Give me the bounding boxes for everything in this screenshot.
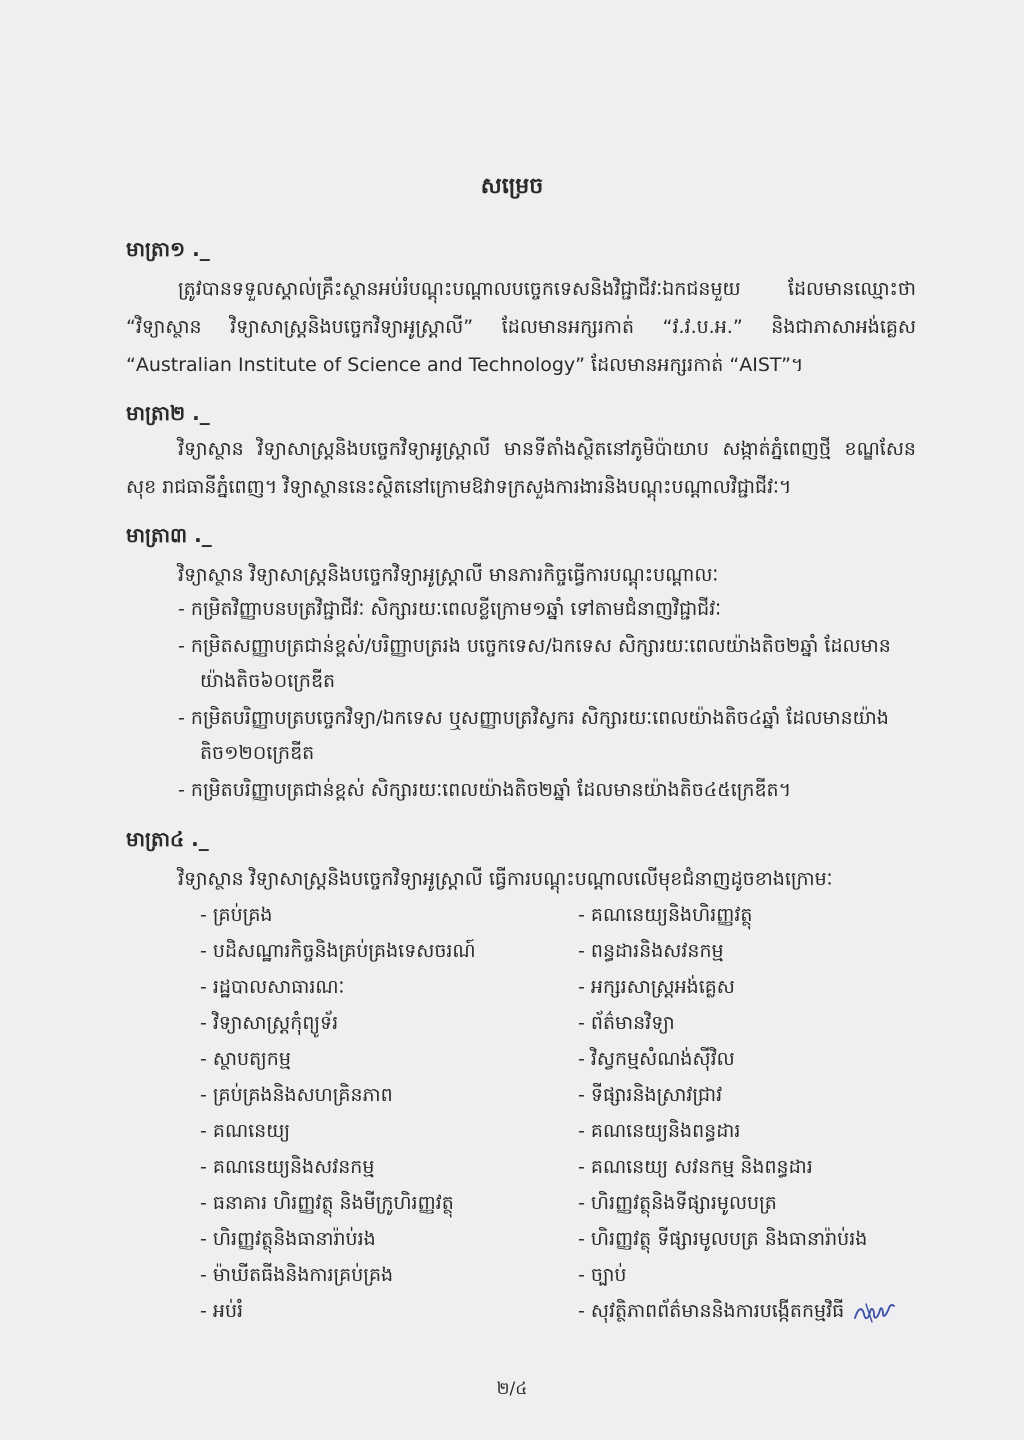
list-item: - បដិសណ្ឋារកិច្ចនិងគ្រប់គ្រងទេសចរណ៍ <box>200 940 476 962</box>
article-1-label: មាត្រា១ ._ <box>126 237 210 261</box>
list-item: - ទីផ្សារនិងស្រាវជ្រាវ <box>578 1084 723 1106</box>
decision-heading: សម្រេច <box>480 174 544 199</box>
list-item: - ច្បាប់ <box>578 1264 627 1286</box>
article-3-list <box>178 592 918 810</box>
list-item: - ហិរញ្ញវត្ថុនិងធានារ៉ាប់រង <box>200 1228 376 1250</box>
list-item: - អប់រំ <box>200 1300 244 1322</box>
article-2-label: មាត្រា២ ._ <box>126 401 210 425</box>
list-item: - អក្សរសាស្ត្រអង់គ្លេស <box>578 976 735 998</box>
article-2-paragraph <box>126 430 916 506</box>
list-item: - គ្រប់គ្រង <box>200 904 273 926</box>
list-item: - គ្រប់គ្រងនិងសហគ្រិនភាព <box>200 1084 393 1106</box>
list-item: - ហិរញ្ញវត្ថុនិងទីផ្សារមូលបត្រ <box>578 1192 777 1214</box>
list-item: - ហិរញ្ញវត្ថុ ទីផ្សារមូលបត្រ និងធានារ៉ាប់រង <box>578 1228 868 1250</box>
skills-list-left <box>200 897 570 1329</box>
list-item: - កម្រិតសញ្ញាបត្រជាន់ខ្ពស់/បរិញ្ញាបត្ររង បច្ចេកទេស/ឯកទេស សិក្សារយៈពេលយ៉ាងតិច២ឆ្នាំ ដែលមានយ៉ាងតិច៦០ក្រេឌីត <box>178 635 891 692</box>
article-1-paragraph <box>126 270 916 384</box>
list-item: - គណនេយ្យនិងហិរញ្ញវត្ថុ <box>578 904 753 926</box>
list-item: - ម៉ាឃីតធីងនិងការគ្រប់គ្រង <box>200 1264 394 1286</box>
article-2-text: វិទ្យាស្ថាន វិទ្យាសាស្ត្រនិងបច្ចេកវិទ្យាអូស្ត្រាលី មានទីតាំងស្ថិតនៅភូមិប៉ាយាប សង្កាត់ភ្នំពេញថ្មី ខណ្ឌសែនសុខ រាជធានីភ្នំពេញ។ វិទ្យាស្ថាននេះស្ថិតនៅក្រោមឱវាទក្រសួងការងារនិងបណ្តុះបណ្តាលវិជ្ជាជីវៈ។ <box>126 438 916 498</box>
list-item: - សុវត្ថិភាពព័ត៌មាននិងការបង្កើតកម្មវិធី <box>578 1300 845 1322</box>
initials-signature <box>852 1300 896 1326</box>
list-item: - រដ្ឋបាលសាធារណៈ <box>200 976 345 998</box>
list-item: - ពន្ធដារនិងសវនកម្ម <box>578 940 724 962</box>
article-4-intro: វិទ្យាស្ថាន វិទ្យាសាស្ត្រនិងបច្ចេកវិទ្យាអូស្ត្រាលី ធ្វើការបណ្តុះបណ្តាលលើមុខជំនាញដូចខាងក្រោមៈ <box>178 868 833 890</box>
list-item: - វិទ្យាសាស្ត្រកុំព្យូទ័រ <box>200 1012 339 1034</box>
list-item: - ធនាគារ ហិរញ្ញវត្ថុ និងមីក្រូហិរញ្ញវត្ថុ <box>200 1192 454 1214</box>
article-3-label: មាត្រា៣ ._ <box>126 523 212 547</box>
page-number: ២/៤ <box>496 1379 528 1399</box>
list-item: - គណនេយ្យ <box>200 1120 290 1142</box>
list-item: - កម្រិតបរិញ្ញាបត្រជាន់ខ្ពស់ សិក្សារយៈពេលយ៉ាងតិច២ឆ្នាំ ដែលមានយ៉ាងតិច៤៥ក្រេឌីត។ <box>178 779 792 801</box>
skills-list-right <box>578 897 918 1329</box>
list-item: - គណនេយ្យនិងពន្ធដារ <box>578 1120 741 1142</box>
list-item: - គណនេយ្យនិងសវនកម្ម <box>200 1156 375 1178</box>
list-item: - ព័ត៌មានវិទ្យា <box>578 1012 675 1034</box>
article-1-text: ត្រូវបានទទួលស្គាល់គ្រឹះស្ថានអប់រំបណ្តុះបណ្តាលបច្ចេកទេសនិងវិជ្ជាជីវៈឯកជនមួយ ដែលមានឈ្មោះថា “វិទ្យាស្ថាន វិទ្យាសាស្ត្រនិងបច្ចេកវិទ្យាអូស្ត្រាលី” ដែលមានអក្សរកាត់ “វ.វ.ប.អ.” និងជាភាសាអង់គ្លេស “Australian Institute of Science and Technology” ដែលមានអក្សរកាត់ “AIST”។ <box>126 278 916 376</box>
article-3-intro: វិទ្យាស្ថាន វិទ្យាសាស្ត្រនិងបច្ចេកវិទ្យាអូស្ត្រាលី មានភារកិច្ចធ្វើការបណ្តុះបណ្តាលៈ <box>178 564 719 586</box>
list-item: - គណនេយ្យ សវនកម្ម និងពន្ធដារ <box>578 1156 813 1178</box>
list-item: - វិស្វកម្មសំណង់ស៊ីវិល <box>578 1048 735 1070</box>
article-4-label: មាត្រា៤ ._ <box>126 827 209 851</box>
list-item: - ស្ថាបត្យកម្ម <box>200 1048 291 1070</box>
list-item: - កម្រិតបរិញ្ញាបត្របច្ចេកវិទ្យា/ឯកទេស ឬសញ្ញាបត្រវិស្វករ សិក្សារយៈពេលយ៉ាងតិច៤ឆ្នាំ ដែលមានយ៉ាងតិច១២០ក្រេឌីត <box>178 707 889 764</box>
list-item: - កម្រិតវិញ្ញាបនបត្រវិជ្ជាជីវៈ សិក្សារយៈពេលខ្លីក្រោម១ឆ្នាំ ទៅតាមជំនាញវិជ្ជាជីវៈ <box>178 598 722 620</box>
